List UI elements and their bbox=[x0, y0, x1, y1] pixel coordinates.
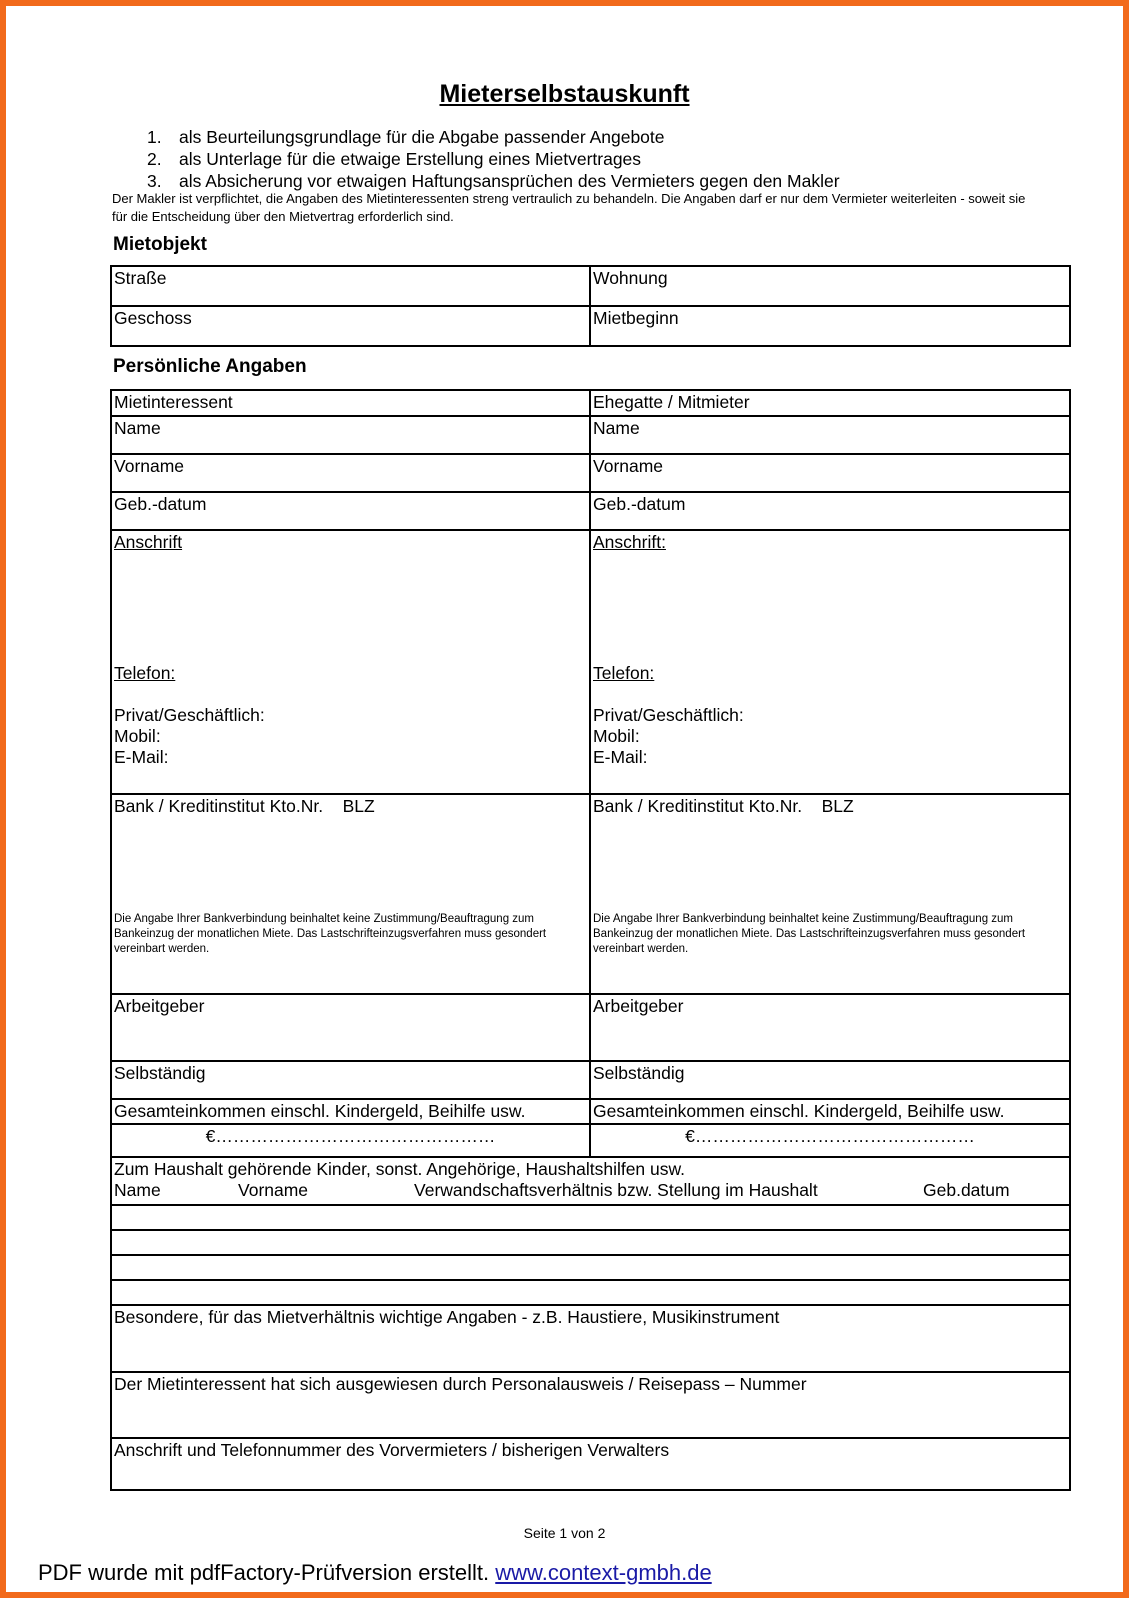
page-number: Seite 1 von 2 bbox=[523, 1525, 606, 1541]
household-row[interactable] bbox=[111, 1255, 1070, 1280]
anschrift-label: Anschrift: bbox=[593, 532, 666, 552]
mobil-label: Mobil: bbox=[114, 726, 161, 746]
household-row[interactable] bbox=[111, 1230, 1070, 1255]
col-name: Name bbox=[114, 1180, 161, 1200]
field-mietbeginn[interactable]: Mietbeginn bbox=[590, 306, 1070, 346]
field-vorname-right[interactable]: Vorname bbox=[590, 454, 1070, 492]
household-row[interactable] bbox=[111, 1280, 1070, 1305]
purpose-list bbox=[147, 126, 840, 192]
personal-table bbox=[110, 389, 1071, 1491]
field-bank-left[interactable] bbox=[111, 794, 590, 994]
field-name-right[interactable]: Name bbox=[590, 416, 1070, 454]
document-title: Mieterselbstauskunft bbox=[439, 80, 690, 108]
field-besondere[interactable]: Besondere, für das Mietverhältnis wichtige Angaben - z.B. Haustiere, Musikinstrument bbox=[111, 1305, 1070, 1372]
field-strasse[interactable]: Straße bbox=[111, 266, 590, 306]
confidentiality-note: Der Makler ist verpflichtet, die Angaben des Mietinteressenten streng vertraulich zu behandeln. Die Angaben darf er nur dem Vermieter weiterleiten - soweit sie für die Entscheidung über den Mietvertrag erforderlich sind. bbox=[112, 191, 1026, 224]
anschrift-label: Anschrift bbox=[114, 532, 183, 552]
mobil-label: Mobil: bbox=[593, 726, 640, 746]
field-anschrift-left[interactable] bbox=[111, 530, 590, 794]
pdf-watermark bbox=[38, 1560, 712, 1586]
telefon-label: Telefon: bbox=[593, 663, 655, 683]
mietobjekt-table bbox=[110, 265, 1071, 347]
col-vorname: Vorname bbox=[238, 1180, 309, 1200]
field-einkommen-left[interactable]: €………………………………………… bbox=[111, 1124, 590, 1157]
household-row[interactable] bbox=[111, 1205, 1070, 1230]
bank-label: Bank / Kreditinstitut Kto.Nr. BLZ bbox=[593, 796, 854, 816]
email-label: E-Mail: bbox=[114, 747, 169, 767]
household-columns bbox=[114, 1180, 1067, 1201]
field-name-left[interactable]: Name bbox=[111, 416, 590, 454]
col-geb: Geb.datum bbox=[923, 1180, 1010, 1200]
einkommen-label-right: Gesamteinkommen einschl. Kindergeld, Beihilfe usw. bbox=[590, 1099, 1070, 1124]
field-selbstaendig-left[interactable]: Selbständig bbox=[111, 1061, 590, 1099]
privat-label: Privat/Geschäftlich: bbox=[593, 705, 744, 725]
section-heading-personal: Persönliche Angaben bbox=[113, 356, 307, 377]
context-gmbh-link[interactable]: www.context-gmbh.de bbox=[495, 1560, 712, 1585]
pdf-watermark-text: PDF wurde mit pdfFactory-Prüfversion erstellt. bbox=[38, 1560, 490, 1585]
header-mietinteressent: Mietinteressent bbox=[111, 390, 590, 416]
email-label: E-Mail: bbox=[593, 747, 648, 767]
field-selbstaendig-right[interactable]: Selbständig bbox=[590, 1061, 1070, 1099]
field-vorvermieter[interactable]: Anschrift und Telefonnummer des Vorvermieters / bisherigen Verwalters bbox=[111, 1438, 1070, 1490]
col-verhaeltnis: Verwandschaftsverhältnis bzw. Stellung im Haushalt bbox=[414, 1180, 818, 1200]
field-arbeitgeber-left[interactable]: Arbeitgeber bbox=[111, 994, 590, 1061]
bank-note: Die Angabe Ihrer Bankverbindung beinhaltet keine Zustimmung/Beauftragung zum Bankeinzug der monatlichen Miete. Das Lastschrifteinzugsverfahren muss gesondert vereinbart werden. bbox=[593, 913, 1026, 955]
field-geb-right[interactable]: Geb.-datum bbox=[590, 492, 1070, 530]
header-mitmieter: Ehegatte / Mitmieter bbox=[590, 390, 1070, 416]
field-wohnung[interactable]: Wohnung bbox=[590, 266, 1070, 306]
field-einkommen-right[interactable]: €………………………………………… bbox=[590, 1124, 1070, 1157]
field-ausweis[interactable]: Der Mietinteressent hat sich ausgewiesen durch Personalausweis / Reisepass – Nummer bbox=[111, 1372, 1070, 1438]
list-item: 1. als Beurteilungsgrundlage für die Abgabe passender Angebote bbox=[147, 127, 665, 147]
household-title: Zum Haushalt gehörende Kinder, sonst. Angehörige, Haushaltshilfen usw. bbox=[114, 1159, 686, 1179]
field-geschoss[interactable]: Geschoss bbox=[111, 306, 590, 346]
einkommen-label-left: Gesamteinkommen einschl. Kindergeld, Beihilfe usw. bbox=[111, 1099, 590, 1124]
bank-label: Bank / Kreditinstitut Kto.Nr. BLZ bbox=[114, 796, 375, 816]
field-geb-left[interactable]: Geb.-datum bbox=[111, 492, 590, 530]
field-anschrift-right[interactable] bbox=[590, 530, 1070, 794]
privat-label: Privat/Geschäftlich: bbox=[114, 705, 265, 725]
list-item: 2. als Unterlage für die etwaige Erstellung eines Mietvertrages bbox=[147, 149, 642, 169]
field-vorname-left[interactable]: Vorname bbox=[111, 454, 590, 492]
household-header bbox=[111, 1157, 1070, 1205]
telefon-label: Telefon: bbox=[114, 663, 176, 683]
bank-note: Die Angabe Ihrer Bankverbindung beinhaltet keine Zustimmung/Beauftragung zum Bankeinzug der monatlichen Miete. Das Lastschrifteinzugsverfahren muss gesondert vereinbart werden. bbox=[114, 913, 547, 955]
field-arbeitgeber-right[interactable]: Arbeitgeber bbox=[590, 994, 1070, 1061]
field-bank-right[interactable] bbox=[590, 794, 1070, 994]
list-item: 3. als Absicherung vor etwaigen Haftungsansprüchen des Vermieters gegen den Makler bbox=[147, 171, 840, 191]
section-heading-mietobjekt: Mietobjekt bbox=[113, 234, 207, 255]
